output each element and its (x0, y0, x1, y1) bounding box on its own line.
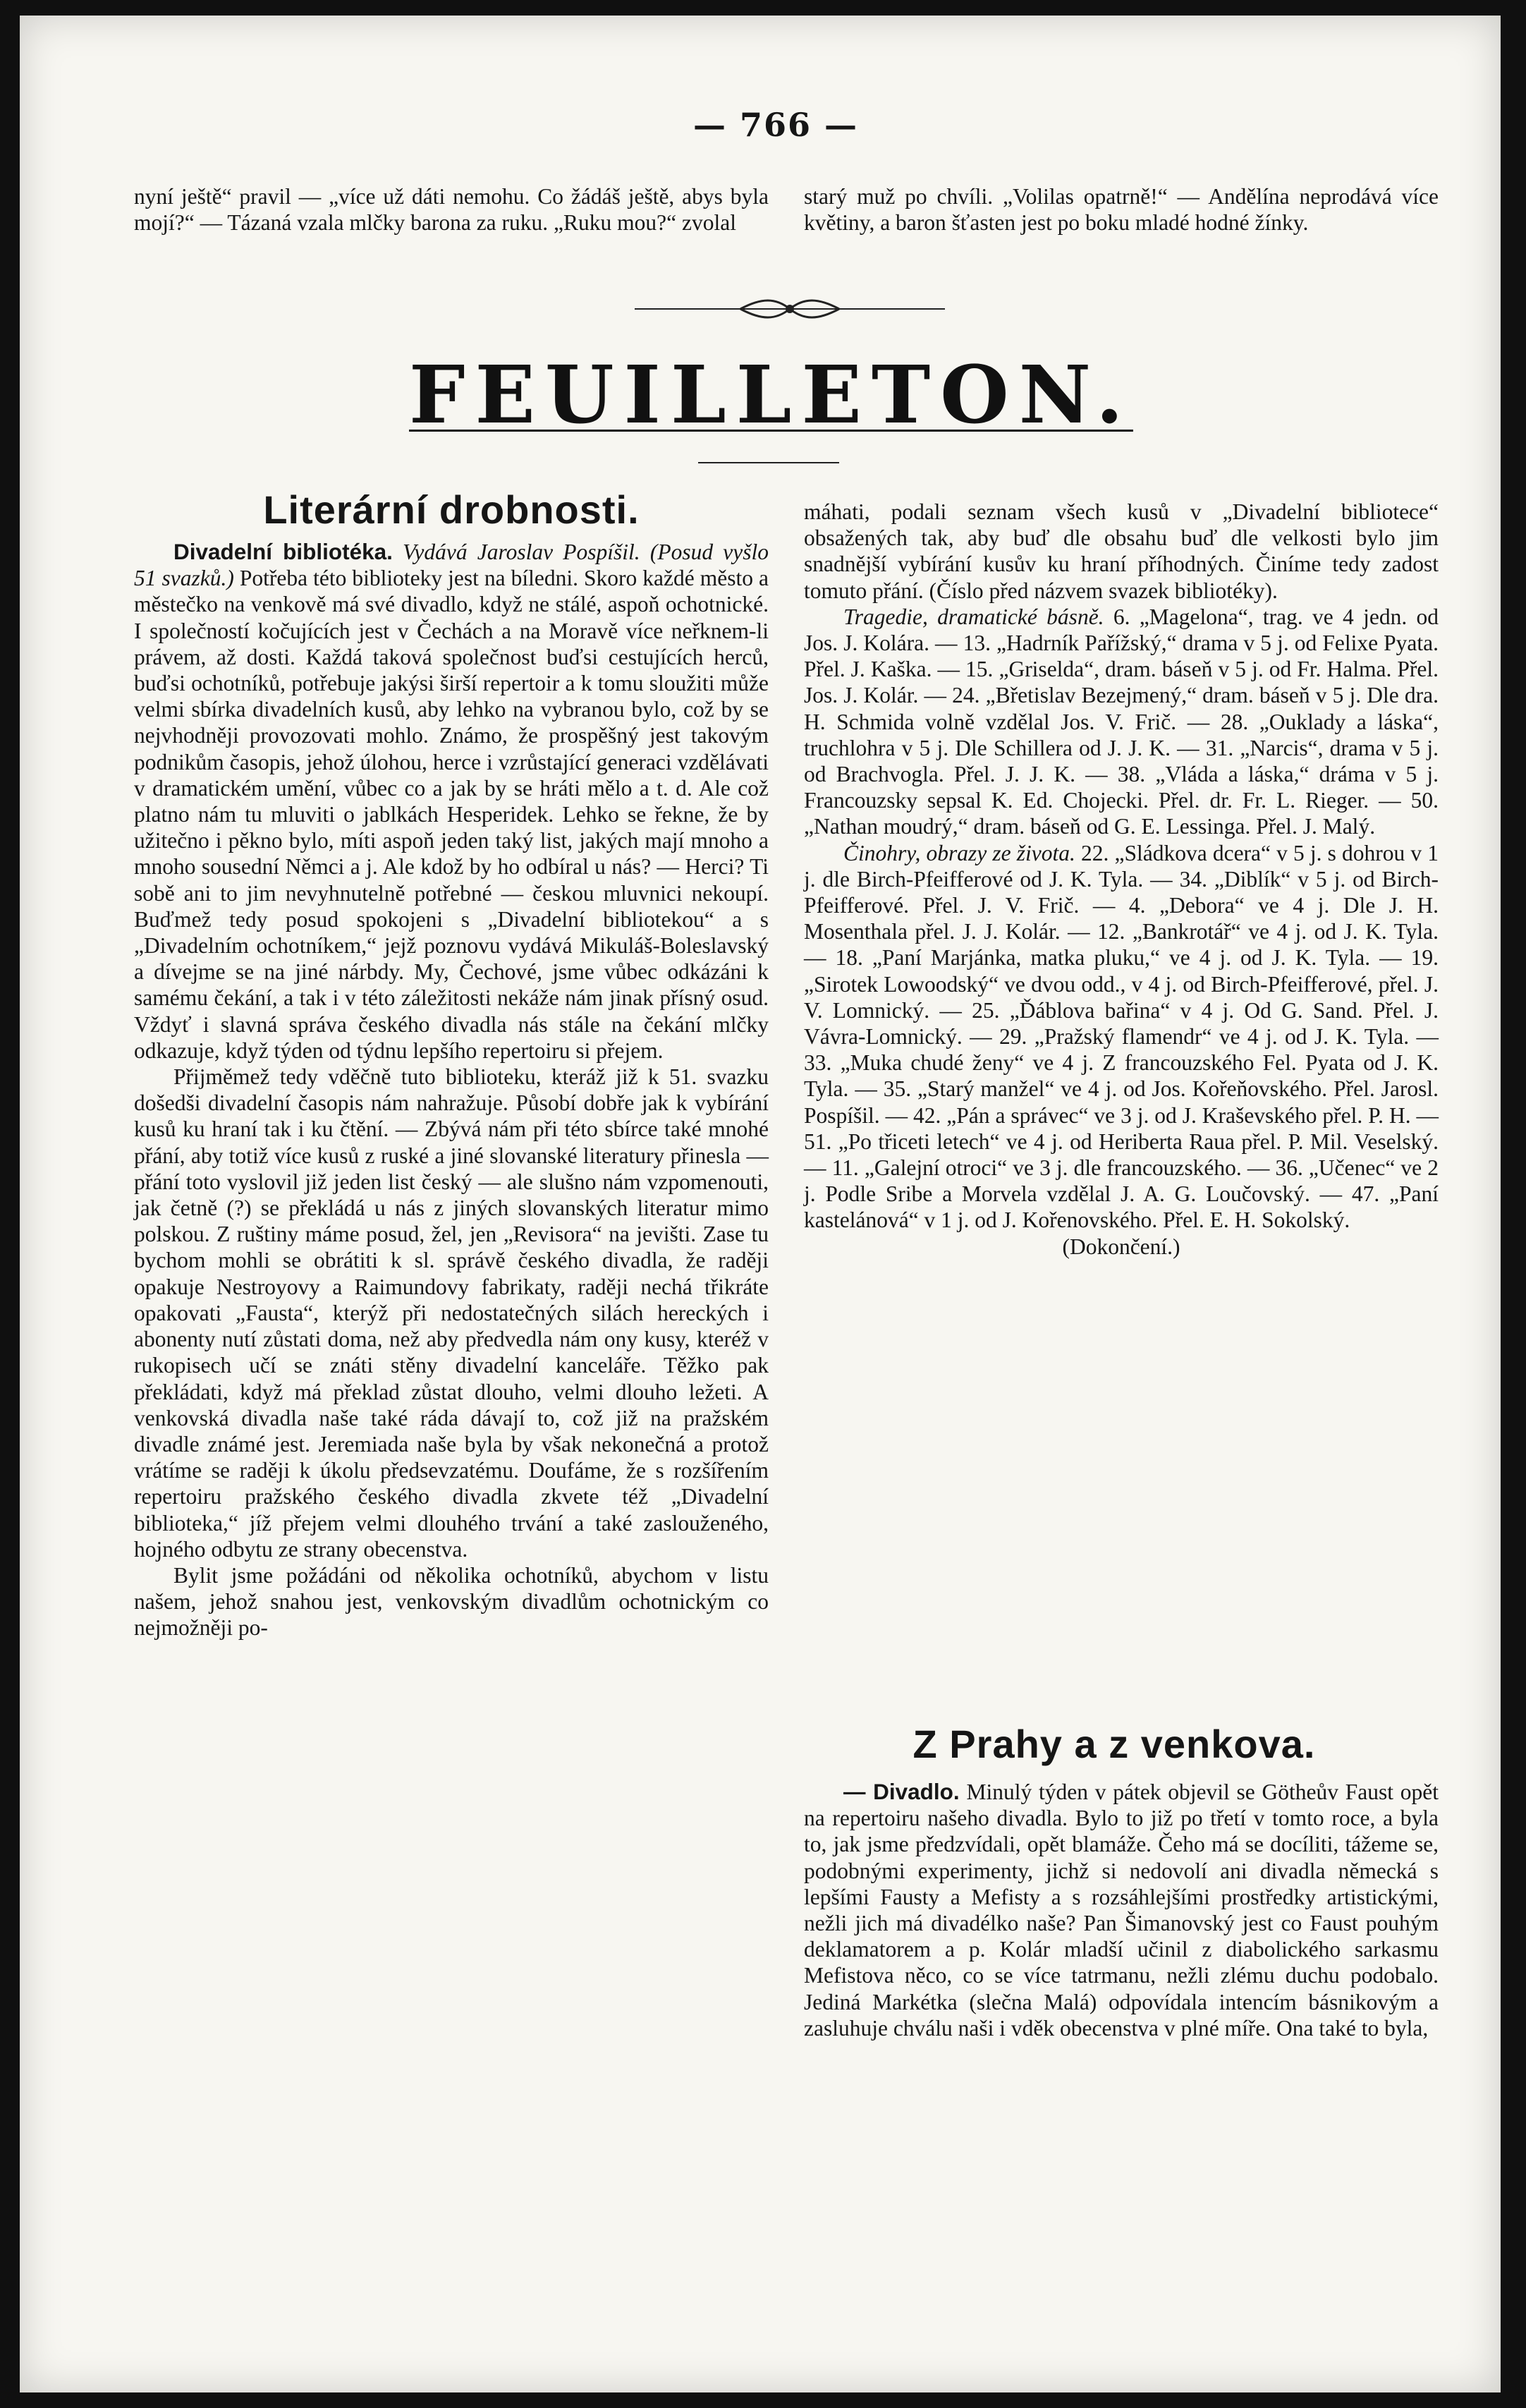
top-right-text: starý muž po chvíli. „Volilas opatrně!“ — Andělína neprodává více květiny, a baron šťasten jest po boku mladé hodné žínky. (804, 184, 1439, 236)
heading-z-prahy: Z Prahy a z venkova. (912, 1722, 1316, 1766)
prahy-column (804, 1779, 1439, 2041)
list-cinohry: 22. „Sládkova dcera“ v 5 j. s dohrou v 1 j. dle Birch-Pfeifferové od J. K. Tyla. — 34. „Diblík“ v 5 j. od Birch-Pfeifferové. Přel. J. V. Frič. — 4. „Debora“ ve 4 j. Dle J. H. Mosenthala přel. J. J. Kolár. — 12. „Bankrotář“ ve 4 j. od J. K. Tyla. — 18. „Paní Marjánka, matka pluku,“ ve 4 j. od J. K. Tyla. — 19. „Sirotek Lowoodský“ ve dvou odd., v 4 j. od Birch-Pfeifferové, přel. J. V. Lomnický. — 25. „Ďáblova bařina“ v 4 j. Od G. Sand. Přel. J. Vávra-Lomnický. — 29. „Pražský flamendr“ ve 4 j. od J. K. Tyla. — 33. „Muka chudé ženy“ ve 4 j. Z francouzského Fel. Pyata od J. K. Tyla. — 35. „Starý manžel“ ve 4 j. od Jos. Kořeňovského. Přel. Jarosl. Pospíšil. — 42. „Pán a správec“ ve 3 j. od J. Kraševského přel. P. H. — 51. „Po třiceti letech“ ve 4 j. od Heriberta Raua přel. P. Mil. Veselský. — 11. „Galejní otroci“ ve 3 j. dle francouzského. — 36. „Učenec“ ve 2 j. Podle Sribe a Morvela vzdělal J. A. G. Loučovský. — 47. „Paní kastelánová“ v 1 j. od J. Kořenovského. Přel. E. H. Sokolský. (804, 840, 1439, 1233)
heading-literarni-drobnosti: Literární drobnosti. (263, 487, 640, 532)
paragraph-divadlo (804, 1779, 1439, 2041)
list-tragedie: 6. „Magelona“, trag. ve 4 jedn. od Jos. J. Kolára. — 13. „Hadrník Pařížský,“ drama v 5 j. od Felixe Pyata. Přel. J. Kaška. — 15. „Griselda“, dram. báseň v 5 j. od Fr. Halma. Přel. Jos. J. Kolár. — 24. „Břetislav Bezejmený,“ dram. báseň v 5 j. Dle dra. H. Schmida volně vzdělal Jos. V. Frič. — 28. „Ouklady a láska“, truchlohra v 5 j. Dle Schillera od J. J. K. — 31. „Narcis“, drama v 5 j. od Brachvogla. Přel. J. J. K. — 38. „Vláda a láska,“ dráma v 5 j. Francouzsky sepsal K. Ed. Chojecki. Přel. dr. Fr. L. Rieger. — 50. „Nathan moudrý,“ dram. báseň od G. E. Lessinga. Přel. J. Malý. (804, 604, 1439, 839)
category-cinohry: Činohry, obrazy ze života. (843, 840, 1075, 865)
paragraph-3: Bylit jsme požádáni od několika ochotníků, abychom v listu našem, jehož snahou jest, venkovským divadlům ochotnickým co nejmožněji po- (134, 1562, 769, 1641)
lead-italic-vydava: Vydává Jaroslav Pospíšil. (Posud vyšlo 51 svazků.) (134, 540, 769, 591)
paragraph-tragedie (804, 604, 1439, 840)
section-title-feuilleton: FEUILLETON. (409, 349, 1133, 442)
paragraph-r1: máhati, podali seznam všech kusů v „Divadelní bibliotece“ obsažených tak, aby buď dle obsahu buď dle velkosti bylo jim snadnější vybírání kusův ku hraní příhodných. Činíme tedy zadost tomuto přání. (Číslo před názvem svazek bibliotéky). (804, 499, 1439, 603)
page-number: — 766 — (692, 106, 859, 144)
main-left-column (134, 539, 769, 1641)
lead-bold-divadelni: Divadelní bibliotéka. (173, 539, 393, 564)
paragraph-intro (134, 539, 769, 1064)
main-right-column (804, 499, 1439, 1260)
lead-bold-divadlo: — Divadlo. (843, 1779, 960, 1804)
end-note-dokonceni: (Dokončení.) (1062, 1234, 1180, 1259)
title-rule (698, 462, 839, 463)
divadlo-text: Minulý týden v pátek objevil se Götheův Faust opět na repertoiru našeho divadla. Bylo to již po třetí v tomto roce, a byla to, jak jsme předzvídali, opět blamáže. Čeho má se docíliti, tážeme se, podobnými experimenty, jichž si nedovolí ani divadla německá s lepšími Fausty a Mefisty a s rozsáhlejšími prostředky artistickými, nežli jich má divadélko naše? Pan Šimanovský jest co Faust pouhým deklamatorem a p. Kolár mladší učinil z diabolického sarkasmu Mefistova něco, co se více tatrmanu, nežli zlému duchu podobalo. Jediná Markétka (slečna Malá) odpovídala intencím básnikovým a zasluhuje chválu naši i vděk obecenstva v plné míře. Ona také to byla, (804, 1780, 1439, 2041)
category-tragedie: Tragedie, dramatické básně. (843, 604, 1104, 629)
paragraph-1: Potřeba této biblioteky jest na bíledni. Skoro každé město a městečko na venkově má své divadlo, když ne stálé, aspoň ochotnické. I společností kočujících jest v Čechách a na Moravě více neřknem-li právem, až dosti. Každá taková společnost buďsi cestujících herců, buďsi ochotníků, potřebuje jakýsi širší repertoir a k tomu sloužiti může velmi sbírka divadelních kusů, aby lehko na vybranou bylo, což by se nejvhodněji provozovati mohlo. Známo, že prospěšný jest takovým podnikům časopis, jehož úlohou, herce i vzrůstající generaci vzdělávati v dramatickém umění, vůbec co a jak by se hráti mělo a t. d. Ale což platno nám tu mluviti o jablkách Hesperidek. Lehko se řekne, že by užitečno i pěkno bylo, míti aspoň jeden taký list, jakých mají mnoho a mnoho sousední Němci a j. Ale kdož by ho odbíral u nás? — Herci? Ti sobě ani to jim nevyhnutelně potřebné — českou mluvnici nekoupí. Buďmež tedy posud spokojeni s „Divadelní bibliotekou“ a s „Divadelním ochotníkem,“ jejž poznovu vydává Mikuláš-Boleslavský a dívejme se na jiné nárbdy. My, Čechové, jsme vůbec odkázáni k samému čekání, a tak i v této záležitosti nekáže nám jinak přísný osud. Vždyť i slavná správa českého divadla nás stále na čekání mlčky odkazuje, když týden od týdnu lepšího repertoiru si přejem. (134, 566, 769, 1063)
top-left-column (134, 183, 769, 236)
paragraph-2: Přijměmež tedy vděčně tuto biblioteku, kteráž již k 51. svazku došedši divadelní časopis nám nahražuje. Působí dobře jak k vybírání kusů ku hraní tak i ku čtění. — Zbývá nám při této sbírce také mnohé přání, aby totiž více kusů z ruské a jiné slovanské literatury přinesla — přání toto vyslovil již jeden list český — ale slušno nám vzpomenouti, jak četně (?) se překládá u nás z jiných slovanských literatur mimo polskou. Z ruštiny máme posud, žel, jen „Revisora“ na jevišti. Zase tu bychom mohli se obrátiti k sl. správě českého divadla, že raději opakuje Nestroyovy a Raimundovy fabrikaty, raději nechá třikráte opakovati „Fausta“, kterýž při nedostatečných silách hereckých i abonenty nutí zůstati doma, než aby předvedla nám ony kusy, kteréž v rukopisech učí se znáti stěny divadelní kanceláře. Těžko pak překládati, když má překlad zůstat dlouho, velmi dlouho ležeti. A venkovská divadla naše také ráda dávají to, což již na pražském divadle známé jest. Jeremiada naše byla by však nekonečná a protož vrátíme se raději k úkolu předsevzatému. Doufáme, že s rozšířením repertoiru pražského českého divadla zkvete též „Divadelní biblioteka,“ jíž přejem velmi dlouhého trvání a také zaslouženého, hojného odbytu ze strany obecenstva. (134, 1064, 769, 1562)
top-left-text: nyní ještě“ pravil — „více už dáti nemohu. Co žádáš ještě, abys byla mojí?“ — Tázaná vzala mlčky barona za ruku. „Ruku mou?“ zvolal (134, 184, 769, 236)
paragraph-cinohry (804, 840, 1439, 1234)
top-right-column (804, 183, 1439, 236)
ornament-divider (635, 295, 945, 323)
